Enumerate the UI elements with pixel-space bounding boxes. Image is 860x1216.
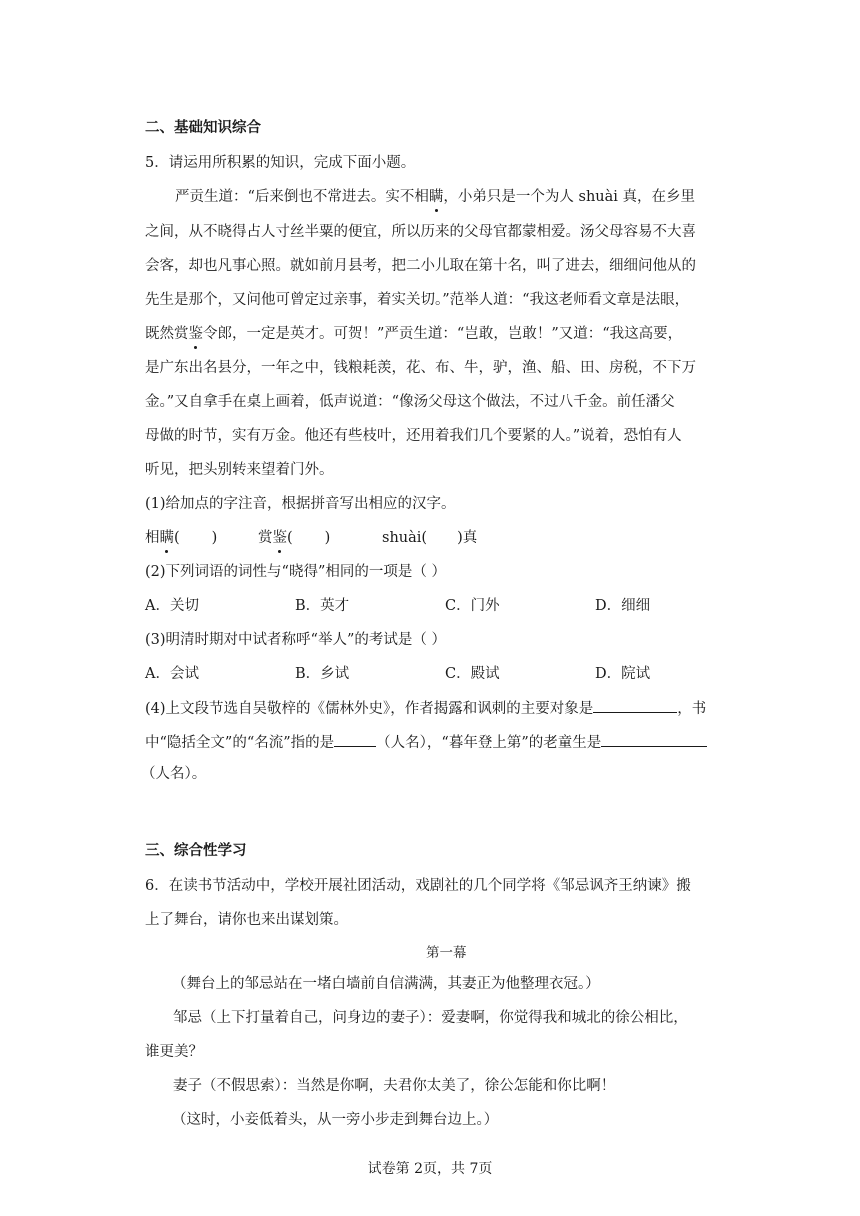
option-a[interactable]: A．关切	[145, 598, 199, 614]
option-a[interactable]: A．会试	[145, 666, 199, 682]
option-c[interactable]: C．门外	[445, 598, 500, 614]
passage-line: 之间，从不晓得占人寸丝半粟的便宜，所以历来的父母官都蒙相爱。汤父母容易不大喜	[145, 224, 696, 240]
option-b[interactable]: B．英才	[295, 598, 350, 614]
sub-question-4: (4)上文段节选自吴敬梓的《儒林外史》，作者揭露和讽刺的主要对象是 ，书	[145, 698, 706, 719]
section-title: 二、基础知识综合	[145, 119, 261, 136]
passage-line: 是广东出名县分，一年之中，钱粮耗羡，花、布、牛，驴，渔、船、田、房税，不下万	[145, 360, 696, 376]
passage-line: 严贡生道：“后来倒也不常进去。实不相瞒，小弟只是一个为人 shuài 真，在乡里	[175, 189, 696, 205]
dialogue-line: 邹忌（上下打量着自己，问身边的妻子）：爱妻啊，你觉得我和城北的徐公相比，	[173, 1010, 688, 1026]
passage-line: 先生是那个，又问他可曾定过亲事，着实关切。”范举人道：“我这老师看文章是法眼，	[145, 292, 690, 308]
dialogue-line: 谁更美？	[145, 1044, 203, 1060]
option-c[interactable]: C．殿试	[445, 666, 500, 682]
answer-blank[interactable]	[601, 732, 707, 747]
pinyin-item-2: 赏鉴( )	[258, 530, 331, 546]
passage-line: 母做的时节，实有万金。他还有些枝叶，还用着我们几个要紧的人。”说着，恐怕有人	[145, 428, 682, 444]
sub-question-4-end: （人名）。	[141, 766, 207, 782]
option-b[interactable]: B．乡试	[295, 666, 350, 682]
sub-question-3: (3)明清时期对中试者称呼“举人”的考试是（ ）	[145, 632, 446, 648]
sub-question-2: (2)下列词语的词性与“晓得”相同的一项是（ ）	[145, 564, 446, 580]
answer-blank[interactable]	[593, 698, 677, 713]
question-6-intro-cont: 上了舞台，请你也来出谋划策。	[145, 912, 348, 928]
question-6-intro: 6．在读书节活动中，学校开展社团活动，戏剧社的几个同学将《邹忌讽齐王纳谏》搬	[145, 878, 691, 894]
pinyin-item-1: 相瞒( )	[145, 530, 218, 546]
passage-line: 既然赏鉴令郎，一定是英才。可贺！”严贡生道：“岂敢，岂敢！”又道：“我这高要，	[145, 326, 683, 342]
page-footer: 试卷第 2页，共 7页	[367, 1161, 493, 1177]
answer-blank[interactable]	[334, 732, 376, 747]
stage-direction: （舞台上的邹忌站在一堵白墙前自信满满，其妻正为他整理衣冠。）	[172, 976, 600, 992]
passage-line: 金。”又自拿手在桌上画着，低声说道：“像汤父母这个做法，不过八千金。前任潘父	[145, 394, 675, 410]
act-title: 第一幕	[426, 945, 467, 961]
option-d[interactable]: D．细细	[595, 598, 651, 614]
question-5-intro: 5．请运用所积累的知识，完成下面小题。	[145, 155, 416, 171]
stage-direction: （这时，小妾低着头，从一旁小步走到舞台边上。）	[172, 1112, 499, 1128]
passage-line: 会客，却也凡事心照。就如前月县考，把二小儿取在第十名，叫了进去，细细问他从的	[145, 258, 696, 274]
dialogue-line: 妻子（不假思索）：当然是你啊，夫君你太美了，徐公怎能和你比啊！	[173, 1078, 616, 1094]
sub-question-4-cont: 中“隐括全文”的“名流”指的是 （人名），“暮年登上第”的老童生是	[145, 732, 707, 753]
option-d[interactable]: D．院试	[595, 666, 651, 682]
sub-question-1: (1)给加点的字注音，根据拼音写出相应的汉字。	[145, 496, 456, 512]
section-title: 三、综合性学习	[145, 842, 247, 859]
passage-line: 听见，把头别转来望着门外。	[145, 462, 334, 478]
pinyin-item-3: shuài( )真	[382, 530, 478, 546]
